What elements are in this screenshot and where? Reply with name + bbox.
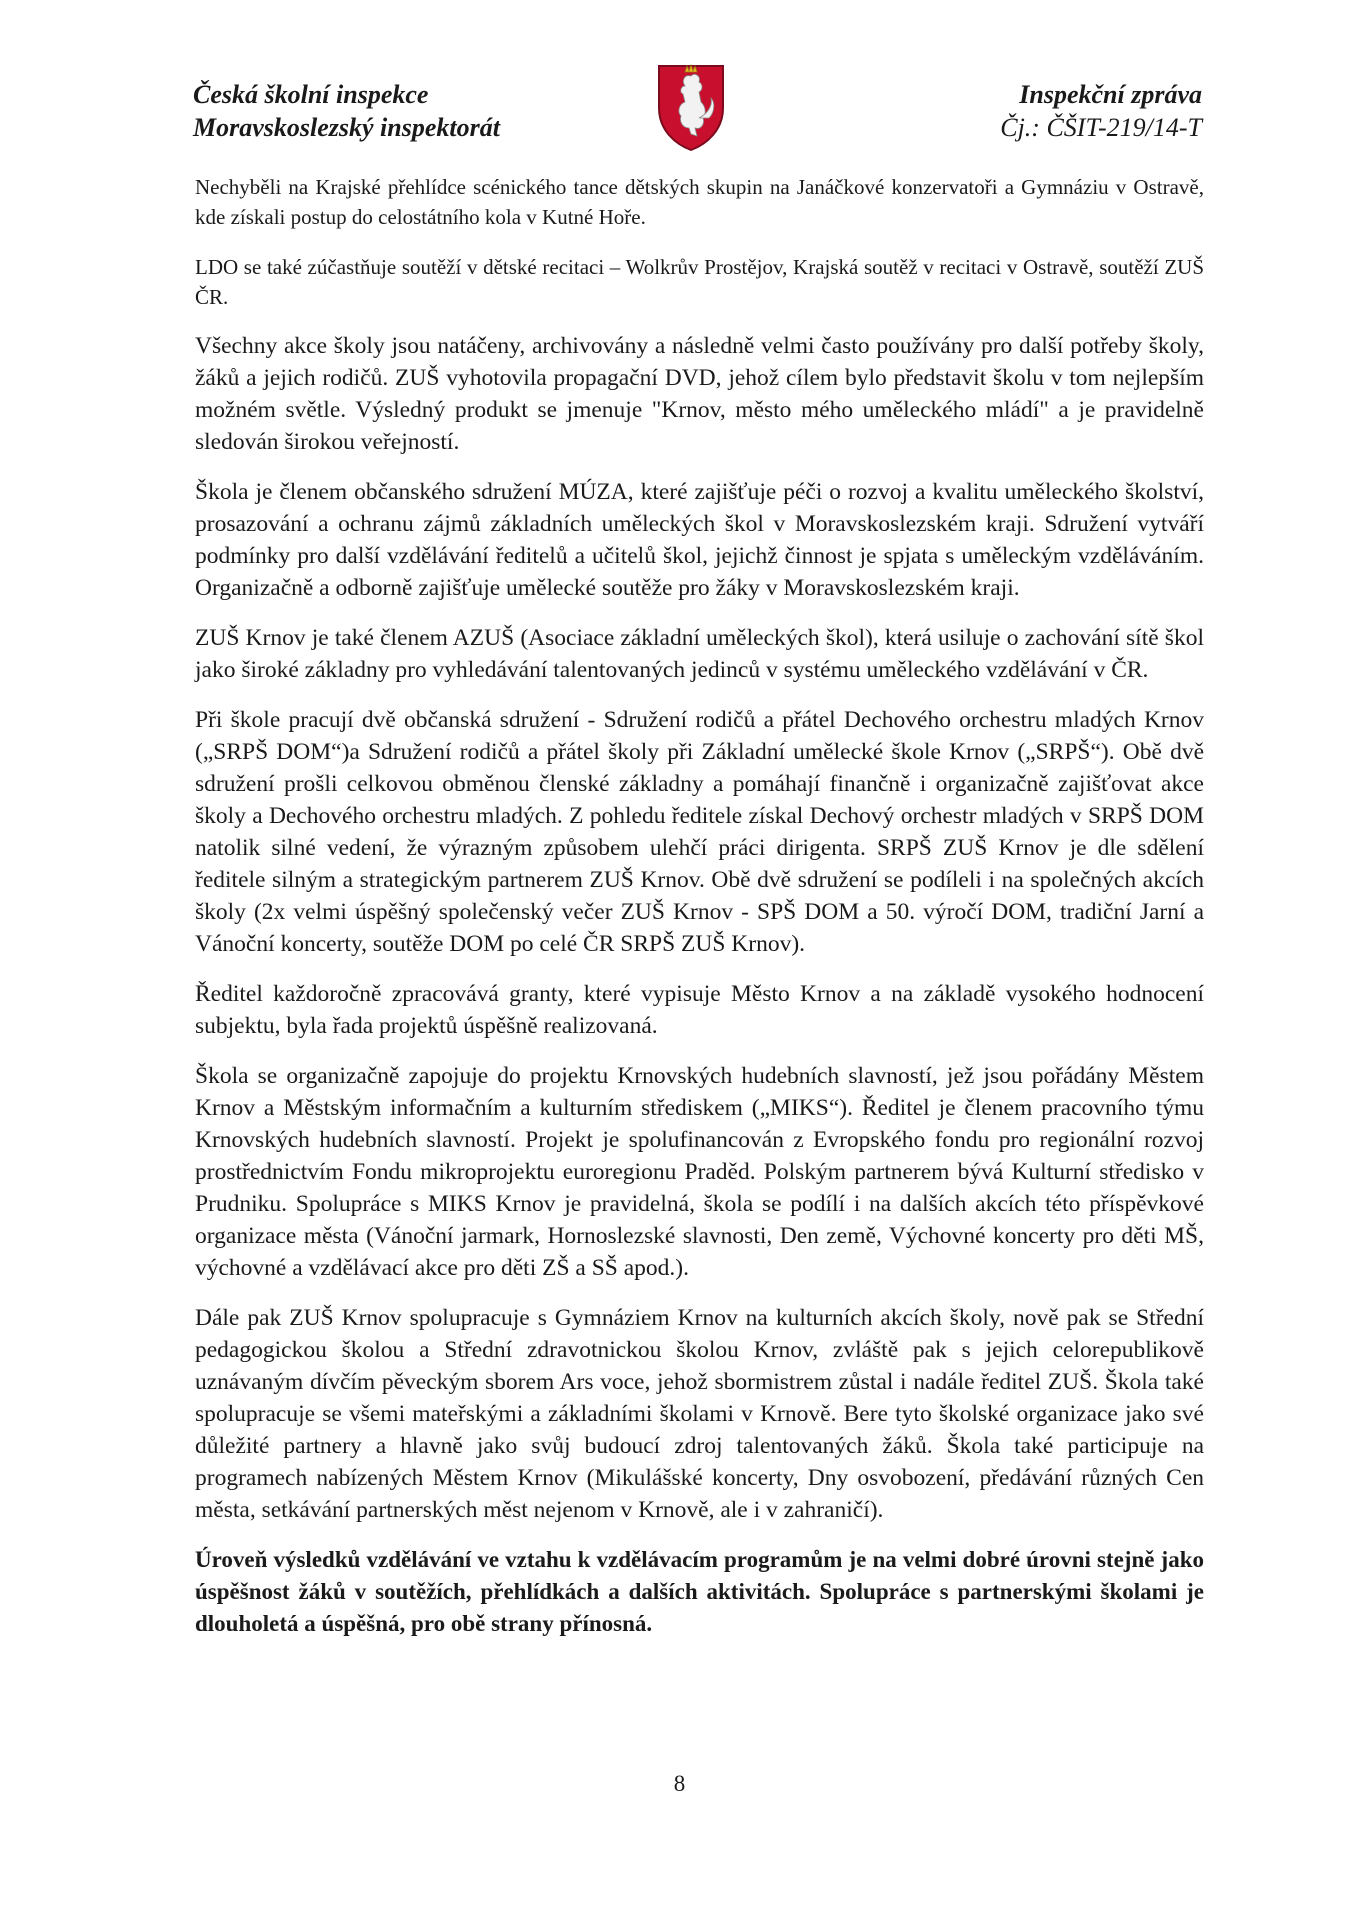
- inspectorate-block: [193, 78, 500, 144]
- page-header: [0, 78, 1359, 148]
- paragraph: ZUŠ Krnov je také členem AZUŠ (Asociace základní uměleckých škol), která usiluje o zachování sítě škol jako široké základny pro vyhledávání talentovaných jedinců v systému uměleckého vzdělávání v ČR.: [195, 625, 1204, 683]
- inspectorate-name: Moravskoslezský inspektorát: [193, 113, 500, 142]
- report-type: Inspekční zpráva: [1019, 80, 1202, 109]
- conclusion-paragraph: Úroveň výsledků vzdělávání ve vztahu k vzdělávacím programům je na velmi dobré úrovni stejně jako úspěšnost žáků v soutěžích, přehlídkách a dalších aktivitách. Spolupráce s partnerskými školami je dlouholetá a úspěšná, pro obě strany přínosná.: [195, 1547, 1204, 1636]
- institution-name: Česká školní inspekce: [193, 80, 429, 109]
- paragraph: LDO se také zúčastňuje soutěží v dětské recitaci – Wolkrův Prostějov, Krajská soutěž v recitaci v Ostravě, soutěží ZUŠ ČR.: [195, 255, 1204, 309]
- paragraph: Nechyběli na Krajské přehlídce scénického tance dětských skupin na Janáčkové konzervatoři a Gymnáziu v Ostravě, kde získali postup do celostátního kola v Kutné Hoře.: [195, 175, 1204, 229]
- paragraph: Škola se organizačně zapojuje do projektu Krnovských hudebních slavností, jež jsou pořádány Městem Krnov a Městským informačním a kulturním střediskem („MIKS“). Ředitel je členem pracovního týmu Krnovských hudebních slavností. Projekt je spolufinancován z Evropského fondu pro regionální rozvoj prostřednictvím Fondu mikroprojektu euroregionu Praděd. Polským partnerem bývá Kulturní středisko v Prudniku. Spolupráce s MIKS Krnov je pravidelná, škola se podílí i na dalších akcích této příspěvkové organizace města (Vánoční jarmark, Hornoslezské slavnosti, Den země, Výchovné koncerty pro děti MŠ, výchovné a vzdělávací akce pro děti ZŠ a SŠ apod.).: [195, 1063, 1204, 1281]
- paragraph: Všechny akce školy jsou natáčeny, archivovány a následně velmi často používány pro další potřeby školy, žáků a jejich rodičů. ZUŠ vyhotovila propagační DVD, jehož cílem bylo představit školu v tom nejlepším možném světle. Výsledný produkt se jmenuje "Krnov, město mého uměleckého mládí" a je pravidelně sledován širokou veřejností.: [195, 333, 1204, 455]
- report-block: [1000, 78, 1202, 144]
- reference-number: Čj.: ČŠIT-219/14-T: [1000, 113, 1202, 142]
- paragraph: Škola je členem občanského sdružení MÚZA, které zajišťuje péči o rozvoj a kvalitu uměleckého školství, prosazování a ochranu zájmů základních uměleckých škol v Moravskoslezském kraji. Sdružení vytváří podmínky pro další vzdělávání ředitelů a učitelů škol, jejichž činnost je spjata s uměleckým vzděláváním. Organizačně a odborně zajišťuje umělecké soutěže pro žáky v Moravskoslezském kraji.: [195, 479, 1204, 601]
- paragraph: Ředitel každoročně zpracovává granty, které vypisuje Město Krnov a na základě vysokého hodnocení subjektu, byla řada projektů úspěšně realizovaná.: [195, 981, 1204, 1039]
- report-body: [195, 172, 1204, 1640]
- page-number: 8: [673, 1771, 686, 1796]
- coat-of-arms-icon: [655, 62, 727, 152]
- paragraph: Dále pak ZUŠ Krnov spolupracuje s Gymnáziem Krnov na kulturních akcích školy, nově pak se Střední pedagogickou školou a Střední zdravotnickou školou Krnov, zvláště pak s jejich celorepublikově uznávaným dívčím pěveckým sborem Ars voce, jehož sbormistrem zůstal i nadále ředitel ZUŠ. Škola také spolupracuje se všemi mateřskými a základními školami v Krnově. Bere tyto školské organizace jako své důležité partnery a hlavně jako svůj budoucí zdroj talentovaných žáků. Škola také participuje na programech nabízených Městem Krnov (Mikulášské koncerty, Dny osvobození, předávání různých Cen města, setkávání partnerských měst nejenom v Krnově, ale i v zahraničí).: [195, 1305, 1204, 1523]
- paragraph: Při škole pracují dvě občanská sdružení - Sdružení rodičů a přátel Dechového orchestru mladých Krnov („SRPŠ DOM“)a Sdružení rodičů a přátel školy při Základní umělecké škole Krnov („SRPŠ“). Obě dvě sdružení prošli celkovou obměnou členské základny a pomáhají finančně i organizačně zajišťovat akce školy a Dechového orchestru mladých. Z pohledu ředitele získal Dechový orchestr mladých v SRPŠ DOM natolik silné vedení, že výrazným způsobem ulehčí práci dirigenta. SRPŠ ZUŠ Krnov je dle sdělení ředitele silným a strategickým partnerem ZUŠ Krnov. Obě dvě sdružení se podíleli i na společných akcích školy (2x velmi úspěšný společenský večer ZUŠ Krnov - SPŠ DOM a 50. výročí DOM, tradiční Jarní a Vánoční koncerty, soutěže DOM po celé ČR SRPŠ ZUŠ Krnov).: [195, 707, 1204, 957]
